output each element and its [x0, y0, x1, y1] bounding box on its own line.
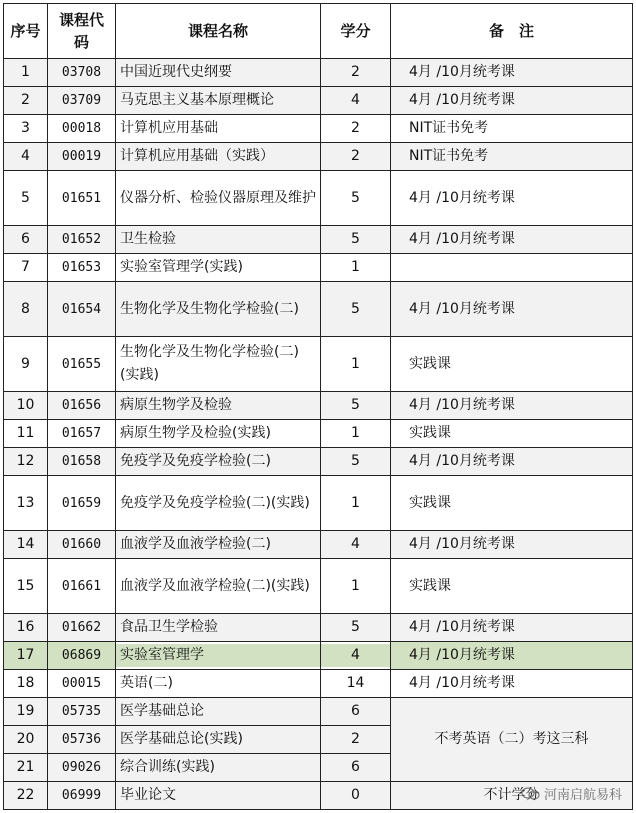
table-row — [4, 143, 633, 171]
row-code: 06999 — [48, 782, 116, 810]
row-remark: 4月 /10月统考课 — [391, 670, 633, 698]
row-code: 01660 — [48, 531, 116, 559]
row-name: 计算机应用基础 — [116, 115, 321, 143]
table-row-highlighted — [4, 642, 633, 670]
row-credit: 1 — [321, 337, 391, 392]
row-remark: 4月 /10月统考课 — [391, 226, 633, 254]
row-credit — [321, 642, 391, 670]
table-body — [4, 59, 633, 810]
row-name: 综合训练(实践) — [116, 754, 321, 782]
row-credit: 4 — [321, 531, 391, 559]
table-row — [4, 254, 633, 282]
row-no: 15 — [4, 559, 48, 614]
table-row — [4, 226, 633, 254]
row-credit: 5 — [321, 448, 391, 476]
row-remark: 实践课 — [391, 559, 633, 614]
row-no: 7 — [4, 254, 48, 282]
row-name-text: 实验室管理学 — [116, 644, 320, 667]
row-no: 18 — [4, 670, 48, 698]
row-remark: 实践课 — [391, 420, 633, 448]
row-remark: 实践课 — [391, 337, 633, 392]
row-no: 22 — [4, 782, 48, 810]
table-row — [4, 282, 633, 337]
row-credit-text: 4 — [321, 644, 390, 667]
row-name: 病原生物学及检验(实践) — [116, 420, 321, 448]
row-no: 19 — [4, 698, 48, 726]
row-code: 03709 — [48, 87, 116, 115]
row-name: 生物化学及生物化学检验(二)(实践) — [116, 337, 321, 392]
row-code: 00018 — [48, 115, 116, 143]
row-credit: 5 — [321, 226, 391, 254]
row-code: 01651 — [48, 171, 116, 226]
row-remark: 4月 /10月统考课 — [391, 614, 633, 642]
table-row — [4, 115, 633, 143]
row-code: 09026 — [48, 754, 116, 782]
row-credit: 2 — [321, 726, 391, 754]
row-no: 5 — [4, 171, 48, 226]
row-remark: 4月 /10月统考课 — [391, 59, 633, 87]
row-name: 计算机应用基础（实践） — [116, 143, 321, 171]
row-no: 14 — [4, 531, 48, 559]
row-credit: 0 — [321, 782, 391, 810]
row-no: 3 — [4, 115, 48, 143]
row-credit: 2 — [321, 143, 391, 171]
row-code: 01652 — [48, 226, 116, 254]
row-credit: 1 — [321, 559, 391, 614]
row-remark: 4月 /10月统考课 — [391, 87, 633, 115]
row-name: 中国近现代史纲要 — [116, 59, 321, 87]
table-row — [4, 614, 633, 642]
row-no: 4 — [4, 143, 48, 171]
table-row — [4, 420, 633, 448]
row-no: 10 — [4, 392, 48, 420]
merged-remark: 不考英语（二）考这三科 — [391, 698, 633, 782]
row-remark — [391, 254, 633, 282]
row-code: 01656 — [48, 392, 116, 420]
row-no: 20 — [4, 726, 48, 754]
table-row — [4, 59, 633, 87]
row-name: 生物化学及生物化学检验(二) — [116, 282, 321, 337]
row-credit: 5 — [321, 392, 391, 420]
row-code: 01662 — [48, 614, 116, 642]
header-credit: 学分 — [321, 4, 391, 59]
row-remark: 实践课 — [391, 476, 633, 531]
row-name: 马克思主义基本原理概论 — [116, 87, 321, 115]
row-credit: 5 — [321, 171, 391, 226]
row-code: 01655 — [48, 337, 116, 392]
row-no: 21 — [4, 754, 48, 782]
row-credit: 6 — [321, 698, 391, 726]
row-no: 13 — [4, 476, 48, 531]
row-no: 12 — [4, 448, 48, 476]
row-remark: 4月 /10月统考课 — [391, 642, 633, 670]
table-row — [4, 87, 633, 115]
row-remark: 4月 /10月统考课 — [391, 171, 633, 226]
wechat-icon — [521, 787, 541, 801]
row-remark: NIT证书免考 — [391, 143, 633, 171]
row-remark: 4月 /10月统考课 — [391, 531, 633, 559]
table-row — [4, 559, 633, 614]
row-name: 仪器分析、检验仪器原理及维护 — [116, 171, 321, 226]
row-name: 毕业论文 — [116, 782, 321, 810]
table-row — [4, 476, 633, 531]
table-row — [4, 531, 633, 559]
header-code: 课程代码 — [48, 4, 116, 59]
row-credit: 6 — [321, 754, 391, 782]
row-name: 实验室管理学(实践) — [116, 254, 321, 282]
table-header-row — [4, 4, 633, 59]
row-no: 1 — [4, 59, 48, 87]
row-name: 医学基础总论(实践) — [116, 726, 321, 754]
row-credit: 2 — [321, 115, 391, 143]
row-name: 英语(二) — [116, 670, 321, 698]
table-row — [4, 670, 633, 698]
row-name: 免疫学及免疫学检验(二) — [116, 448, 321, 476]
table-row — [4, 392, 633, 420]
table-row — [4, 337, 633, 392]
row-credit: 1 — [321, 420, 391, 448]
row-credit: 5 — [321, 614, 391, 642]
row-code: 01657 — [48, 420, 116, 448]
row-credit: 1 — [321, 476, 391, 531]
row-code: 06869 — [48, 642, 116, 670]
table-row — [4, 171, 633, 226]
row-name: 卫生检验 — [116, 226, 321, 254]
row-remark: 4月 /10月统考课 — [391, 392, 633, 420]
header-remark: 备 注 — [391, 4, 633, 59]
row-credit: 4 — [321, 87, 391, 115]
row-remark: 4月 /10月统考课 — [391, 448, 633, 476]
row-no: 9 — [4, 337, 48, 392]
row-code: 03708 — [48, 59, 116, 87]
row-no: 2 — [4, 87, 48, 115]
row-no: 17 — [4, 642, 48, 670]
row-credit: 5 — [321, 282, 391, 337]
row-name: 食品卫生学检验 — [116, 614, 321, 642]
row-code: 01659 — [48, 476, 116, 531]
row-no: 6 — [4, 226, 48, 254]
row-code: 01658 — [48, 448, 116, 476]
row-code: 01661 — [48, 559, 116, 614]
row-name: 血液学及血液学检验(二)(实践) — [116, 559, 321, 614]
row-code: 01654 — [48, 282, 116, 337]
header-no: 序号 — [4, 4, 48, 59]
row-code: 05736 — [48, 726, 116, 754]
row-name: 血液学及血液学检验(二) — [116, 531, 321, 559]
row-credit: 2 — [321, 59, 391, 87]
watermark — [521, 784, 622, 803]
table-row — [4, 448, 633, 476]
row-name: 医学基础总论 — [116, 698, 321, 726]
row-credit: 14 — [321, 670, 391, 698]
row-name — [116, 642, 321, 670]
row-credit: 1 — [321, 254, 391, 282]
watermark-text: 河南启航易科 — [543, 788, 622, 803]
row-no: 8 — [4, 282, 48, 337]
row-name: 病原生物学及检验 — [116, 392, 321, 420]
row-no: 16 — [4, 614, 48, 642]
course-table — [3, 3, 633, 810]
row-code: 01653 — [48, 254, 116, 282]
header-name: 课程名称 — [116, 4, 321, 59]
row-no: 11 — [4, 420, 48, 448]
row-code: 00019 — [48, 143, 116, 171]
row-code: 05735 — [48, 698, 116, 726]
row-name: 免疫学及免疫学检验(二)(实践) — [116, 476, 321, 531]
row-remark: NIT证书免考 — [391, 115, 633, 143]
row-remark: 4月 /10月统考课 — [391, 282, 633, 337]
table-row — [4, 698, 633, 726]
row-code: 00015 — [48, 670, 116, 698]
row-remark: 不计学分 — [391, 782, 633, 810]
